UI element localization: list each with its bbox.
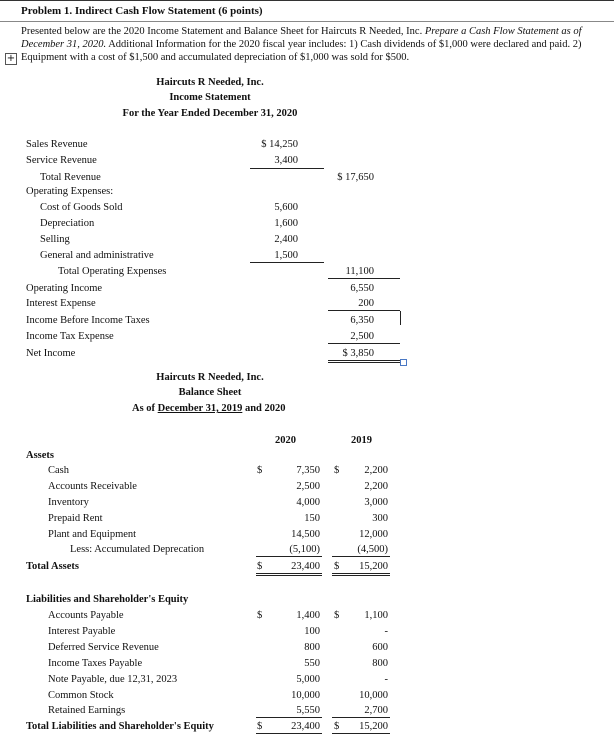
bs-inventory-label: Inventory [48,497,89,508]
bs-ppe-2020: 14,500 [291,529,320,540]
bs-rule-total-assets-2020-1 [256,573,322,574]
is-general-admin-label: General and administrative [40,250,154,261]
top-border [0,0,614,1]
is-sales-revenue-label: Sales Revenue [26,139,88,150]
bs-cash-2019: 2,200 [364,465,388,476]
is-rule-revenue [250,168,324,169]
bs-retained-earnings-2019: 2,700 [364,705,388,716]
bs-as-of-date: December 31, 2019 [157,403,243,414]
bs-taxes-payable-2020: 550 [304,658,320,669]
bs-total-assets-2019: 15,200 [359,561,388,572]
bs-ppe-label: Plant and Equipment [48,529,137,540]
is-net-income-label: Net Income [26,348,76,359]
is-income-tax-value: 2,500 [350,331,374,342]
is-selling-label: Selling [40,234,70,245]
bs-retained-earnings-2020: 5,550 [296,705,320,716]
bs-prepaid-rent-2019: 300 [372,513,388,524]
bs-as-of [132,403,286,414]
is-income-before-tax-label: Income Before Income Taxes [26,315,150,326]
bs-interest-payable-label: Interest Payable [48,626,116,637]
is-rule-net-income-1 [328,360,400,361]
is-cogs-value: 5,600 [274,202,298,213]
bs-rule-total-assets-2019-2 [332,575,390,576]
is-general-admin-value: 1,500 [274,250,298,261]
bs-interest-payable-2019: - [384,626,388,637]
is-sales-revenue-value: $ 14,250 [261,139,298,150]
intro-instruction: Prepare a Cash Flow Statement as of December 31, 2020. [21,26,582,50]
bs-rule-total-assets-2019-1 [332,573,390,574]
bs-total-le-2019: 15,200 [359,721,388,732]
is-operating-income-value: 6,550 [350,283,374,294]
bs-prepaid-rent-label: Prepaid Rent [48,513,103,524]
bs-rule-liab-2020 [256,717,322,718]
bs-total-assets-dollar-2020: $ [257,561,263,572]
bs-common-stock-label: Common Stock [48,690,114,701]
is-rule-interest [328,310,400,311]
is-total-revenue-value: $ 17,650 [337,172,374,183]
bs-ap-label: Accounts Payable [48,610,124,621]
bs-assets-header: Assets [26,450,54,461]
is-depreciation-value: 1,600 [274,218,298,229]
is-rule-total-opex [328,278,400,279]
bs-ap-dollar-2020: $ [257,610,263,621]
intro-part1: Presented below are the 2020 Income Statement and Balance Sheet for Haircuts R Needed, Inc. [21,26,425,37]
bs-common-stock-2019: 10,000 [359,690,388,701]
bs-ppe-2019: 12,000 [359,529,388,540]
bs-total-le-dollar-2019: $ [334,721,340,732]
bs-deferred-rev-label: Deferred Service Revenue [48,642,159,653]
text-cursor [400,311,401,325]
is-income-tax-label: Income Tax Expense [26,331,114,342]
is-total-opex-label: Total Operating Expenses [58,266,167,277]
bs-retained-earnings-label: Retained Earnings [48,705,126,716]
is-rule-opex [250,262,324,263]
bs-total-assets-2020: 23,400 [291,561,320,572]
bs-ar-label: Accounts Receivable [48,481,137,492]
bs-rule-total-le-2020 [256,733,322,734]
bs-taxes-payable-label: Income Taxes Payable [48,658,143,669]
bs-common-stock-2020: 10,000 [291,690,320,701]
bs-ar-2019: 2,200 [364,481,388,492]
bs-accum-dep-2020: (5,100) [289,544,320,555]
is-interest-expense-value: 200 [358,298,374,309]
bs-accum-dep-2019: (4,500) [357,544,388,555]
bs-col-2019: 2019 [351,435,372,446]
bs-note-payable-2020: 5,000 [296,674,320,685]
bs-company: Haircuts R Needed, Inc. [156,372,264,383]
is-period: For the Year Ended December 31, 2020 [122,108,298,119]
intro-part2: Additional Information for the 2020 fiscal year includes: 1) Cash dividends of $1,000 were declared and paid. 2) Equipment with a cost of $1,500 and accumulated depreciation of $1,000 was sold for $500. [21,39,582,63]
bs-liab-header: Liabilities and Shareholder's Equity [26,594,189,605]
is-total-revenue-label: Total Revenue [40,172,101,183]
bs-deferred-rev-2020: 800 [304,642,320,653]
bs-title: Balance Sheet [178,387,242,398]
expand-plus-icon[interactable]: + [6,53,16,64]
bs-deferred-rev-2019: 600 [372,642,388,653]
bs-inventory-2020: 4,000 [296,497,320,508]
is-interest-expense-label: Interest Expense [26,298,96,309]
title-separator [0,21,614,22]
problem-intro [21,25,609,64]
bs-rule-assets-2019 [332,556,390,557]
bs-interest-payable-2020: 100 [304,626,320,637]
bs-note-payable-2019: - [384,674,388,685]
bs-rule-assets-2020 [256,556,322,557]
is-selling-value: 2,400 [274,234,298,245]
bs-ar-2020: 2,500 [296,481,320,492]
bs-total-le-dollar-2020: $ [257,721,263,732]
bs-cash-2020: 7,350 [296,465,320,476]
is-service-revenue-label: Service Revenue [26,155,97,166]
bs-as-of-suffix: and 2020 [242,403,286,414]
resize-handle-icon[interactable] [400,359,407,366]
bs-note-payable-label: Note Payable, due 12,31, 2023 [48,674,178,685]
is-company: Haircuts R Needed, Inc. [156,77,264,88]
bs-as-of-prefix: As of [132,403,158,414]
is-service-revenue-value: 3,400 [274,155,298,166]
bs-total-le-2020: 23,400 [291,721,320,732]
bs-total-assets-dollar-2019: $ [334,561,340,572]
is-cogs-label: Cost of Goods Sold [40,202,123,213]
bs-rule-total-le-2019 [332,733,390,734]
is-rule-net-income-2 [328,362,400,363]
bs-col-2020: 2020 [275,435,296,446]
bs-prepaid-rent-2020: 150 [304,513,320,524]
bs-total-le-label: Total Liabilities and Shareholder's Equity [26,721,214,732]
bs-accum-dep-label: Less: Accumulated Deprecation [70,544,205,555]
bs-ap-2020: 1,400 [296,610,320,621]
is-net-income-value: $ 3,850 [342,348,374,359]
bs-taxes-payable-2019: 800 [372,658,388,669]
bs-ap-2019: 1,100 [364,610,388,621]
bs-rule-liab-2019 [332,717,390,718]
bs-rule-total-assets-2020-2 [256,575,322,576]
is-operating-income-label: Operating Income [26,283,103,294]
is-rule-tax [328,343,400,344]
bs-ap-dollar-2019: $ [334,610,340,621]
problem-title: Problem 1. Indirect Cash Flow Statement (6 points) [21,5,263,17]
bs-cash-dollar-2019: $ [334,465,340,476]
is-income-before-tax-value: 6,350 [350,315,374,326]
is-depreciation-label: Depreciation [40,218,95,229]
is-title: Income Statement [169,92,251,103]
is-opex-header: Operating Expenses: [26,186,114,197]
bs-cash-dollar-2020: $ [257,465,263,476]
bs-total-assets-label: Total Assets [26,561,79,572]
bs-cash-label: Cash [48,465,69,476]
is-total-opex-value: 11,100 [345,266,374,277]
bs-inventory-2019: 3,000 [364,497,388,508]
